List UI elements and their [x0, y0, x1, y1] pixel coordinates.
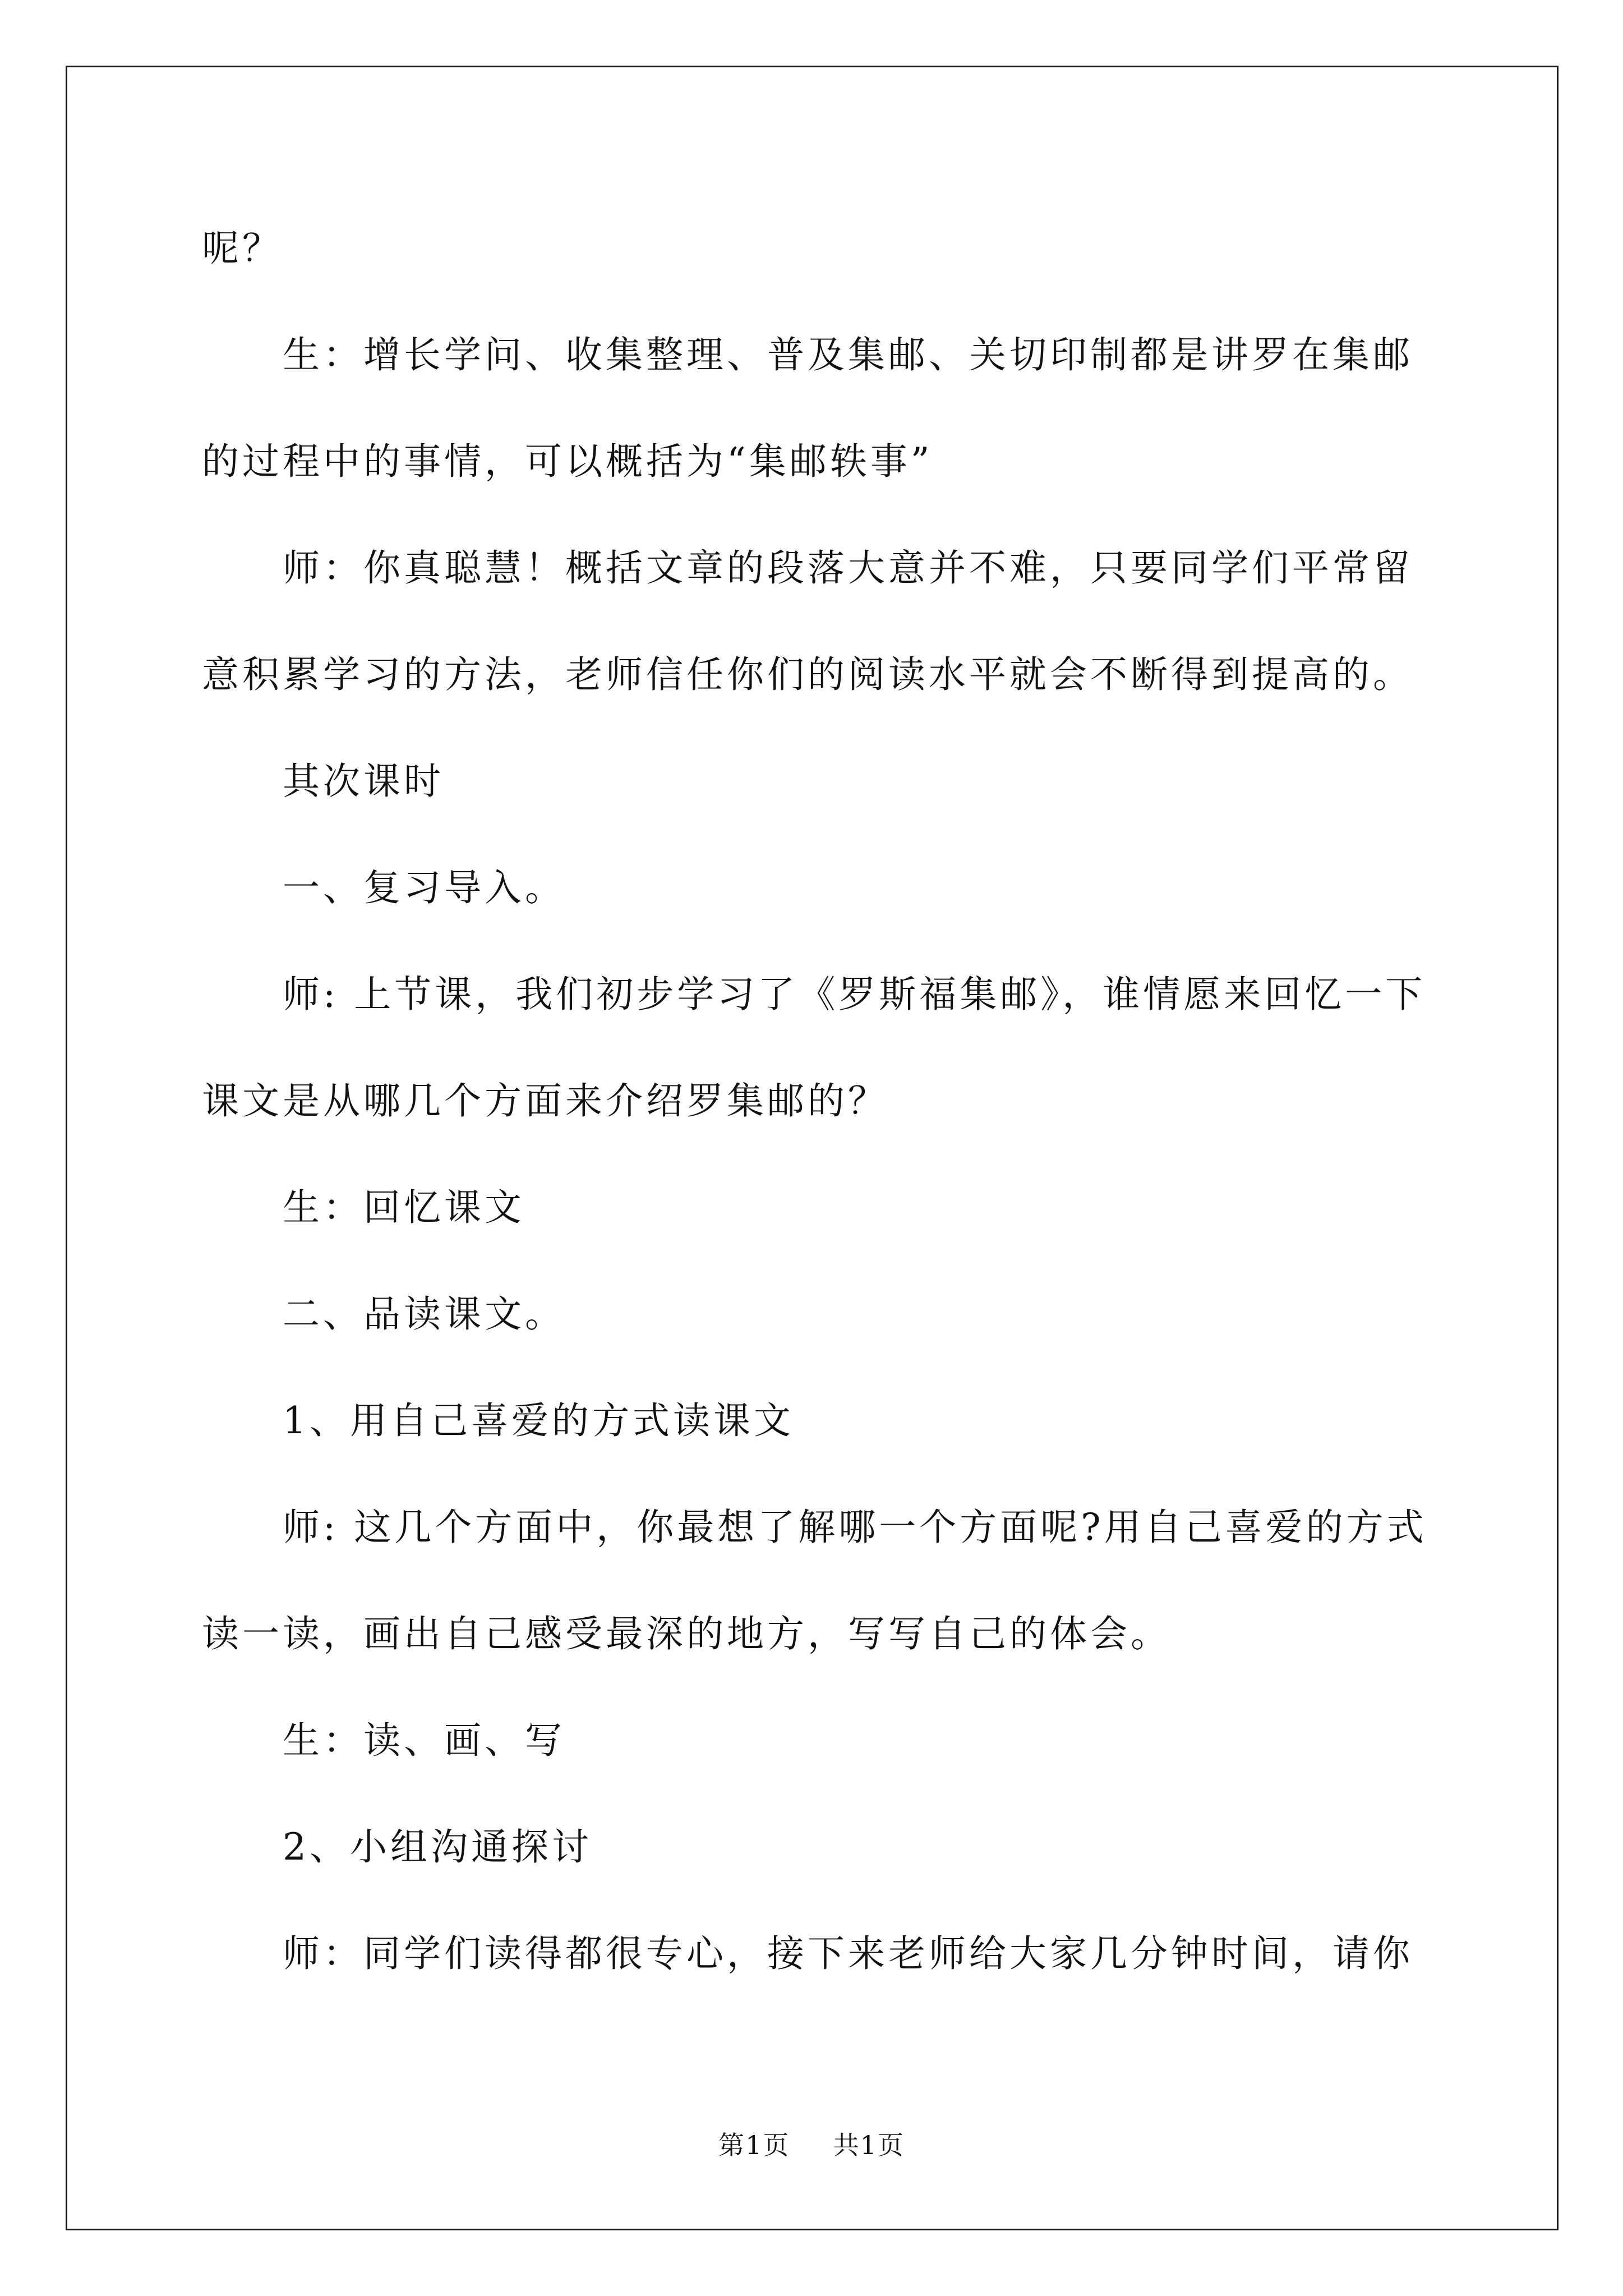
list-item: 2、小组沟通探讨: [283, 1825, 592, 1869]
paragraph-line: 的过程中的事情，可以概括为“集邮轶事”: [202, 440, 933, 483]
paragraph-line: 读一读，画出自己感受最深的地方，写写自己的体会。: [202, 1612, 1171, 1655]
paragraph-3: [202, 541, 1427, 702]
paragraph-8: [202, 1287, 1427, 1341]
paragraph-line: 呢？: [202, 227, 283, 270]
paragraph-line: 课文是从哪几个方面来介绍罗集邮的？: [202, 1079, 888, 1122]
paragraph-line: 生：增长学问、收集整理、普及集邮、关切印制都是讲罗在集邮: [283, 333, 1413, 376]
paragraph-7: [202, 1181, 1427, 1235]
section-heading: 二、品读课文。: [283, 1292, 565, 1336]
paragraph-5: [202, 861, 1427, 915]
paragraph-4: [202, 754, 1427, 808]
paragraph-13: [202, 1927, 1427, 1981]
paragraph-2: [202, 328, 1427, 489]
section-heading: 一、复习导入。: [283, 866, 565, 909]
paragraph-line: 师: 这几个方面中，你最想了解哪一个方面呢?用自己喜爱的方式: [283, 1506, 1427, 1549]
page-number-current: 第1页: [718, 2130, 790, 2160]
paragraph-6: [202, 968, 1427, 1128]
paragraph-line: 生：读、画、写: [283, 1719, 565, 1762]
paragraph-line: 师：你真聪慧！概括文章的段落大意并不难，只要同学们平常留: [283, 546, 1413, 590]
list-item: 1、用自己喜爱的方式读课文: [283, 1399, 794, 1442]
paragraph-line: 意积累学习的方法，老师信任你们的阅读水平就会不断得到提高的。: [202, 653, 1413, 696]
paragraph-9: [202, 1394, 1427, 1448]
paragraph-line: 师: 上节课，我们初步学习了《罗斯福集邮》，谁情愿来回忆一下: [283, 973, 1426, 1016]
paragraph-line: 师：同学们读得都很专心，接下来老师给大家几分钟时间，请你: [283, 1932, 1413, 1975]
paragraph-1: [202, 222, 1427, 275]
document-body: [202, 222, 1427, 2033]
paragraph-12: [202, 1820, 1427, 1874]
section-heading: 其次课时: [283, 760, 444, 803]
page-footer: [0, 2125, 1623, 2162]
page-number-total: 共1页: [833, 2130, 905, 2160]
paragraph-line: 生：回忆课文: [283, 1186, 525, 1229]
paragraph-11: [202, 1714, 1427, 1768]
paragraph-10: [202, 1501, 1427, 1661]
